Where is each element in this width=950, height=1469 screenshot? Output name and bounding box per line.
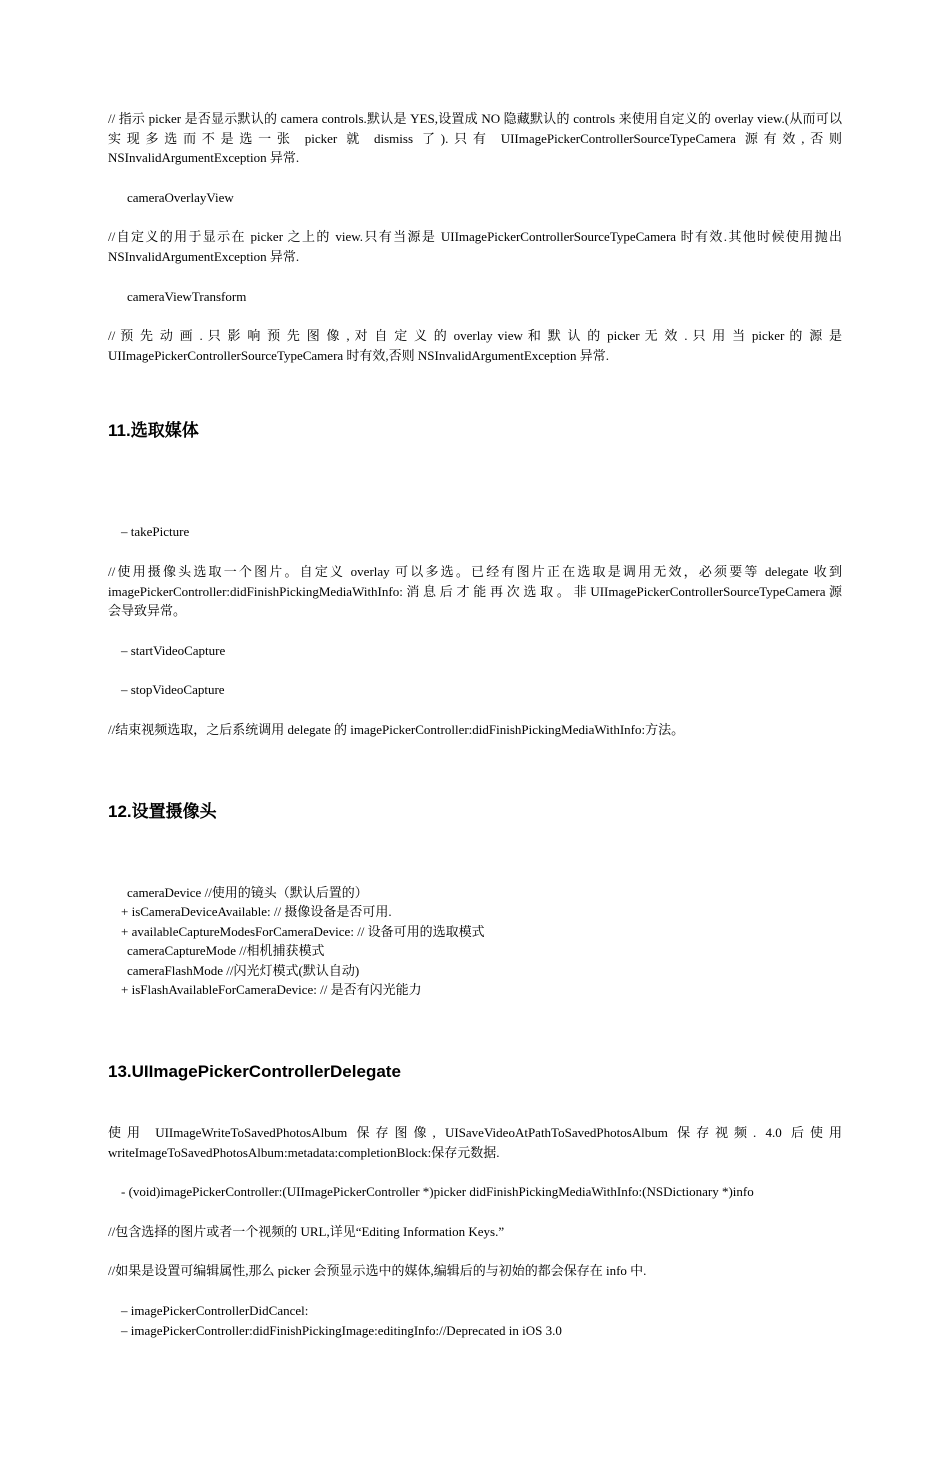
list-item: cameraFlashMode //闪光灯模式(默认自动) — [127, 962, 360, 978]
camera-settings-list — [108, 883, 842, 1001]
take-picture-description: //使用摄像头选取一个图片。自定义 overlay 可以多选。已经有图片正在选取是调用无效，必须要等 delegate 收到 imagePickerController:didFinishPickingMediaWithInfo: 消 息 后 才 能 再 次 选 取 。 非 UIImagePickerControllerSourceTypeCamera 源会导致异常。 — [108, 563, 842, 619]
list-item: + isCameraDeviceAvailable: // 摄像设备是否可用. — [121, 904, 392, 920]
section-12-heading: 12.设置摄像头 — [108, 801, 217, 821]
take-picture-method: – takePicture — [121, 524, 190, 540]
editing-description: //如果是设置可编辑属性,那么 picker 会预显示选中的媒体,编辑后的与初始的都会保存在 info 中. — [108, 1263, 647, 1279]
deprecated-method: – imagePickerController:didFinishPickingImage:editingInfo://Deprecated in iOS 3.0 — [121, 1322, 562, 1338]
section-11-heading: 11.选取媒体 — [108, 421, 199, 441]
save-media-description: 使用 UIImageWriteToSavedPhotosAlbum 保存图像, UISaveVideoAtPathToSavedPhotosAlbum 保存视频. 4.0 后使用 writeImageToSavedPhotosAlbum:metadata:completionBlock:保存元数据. — [108, 1125, 842, 1160]
camera-overlay-view-description: //自定义的用于显示在 picker 之上的 view.只有当源是 UIImagePickerControllerSourceTypeCamera 时有效.其他时候使用抛出 NSInvalidArgumentException 异常. — [108, 229, 842, 264]
stop-video-capture-description: //结束视频选取，之后系统调用 delegate 的 imagePickerController:didFinishPickingMediaWithInfo:方法。 — [108, 721, 685, 737]
document-page — [108, 109, 842, 1340]
start-video-capture-method: – startVideoCapture — [121, 642, 226, 658]
did-finish-picking-method: - (void)imagePickerController:(UIImagePickerController *)picker didFinishPickingMediaWithInfo:(NSDictionary *)info — [121, 1184, 754, 1200]
camera-view-transform-description: // 预 先 动 画 . 只 影 响 预 先 图 像 , 对 自 定 义 的 overlay view 和 默 认 的 picker 无 效 . 只 用 当 picker 的 源 是 UIImagePickerControllerSourceTypeCamera 时有效,否则 NSInvalidArgumentException 异常. — [108, 328, 842, 363]
show-camera-controls-description: // 指示 picker 是否显示默认的 camera controls.默认是 YES,设置成 NO 隐藏默认的 controls 来使用自定义的 overlay view.(从而可以实现多选而不是选一张 picker 就 dismiss 了).只有 UIImagePickerControllerSourceTypeCamera 源有效,否则 NSInvalidArgumentException 异常. — [108, 111, 842, 166]
info-description: //包含选择的图片或者一个视频的 URL,详见“Editing Information Keys.” — [108, 1223, 505, 1239]
section-13-heading: 13.UIImagePickerControllerDelegate — [108, 1062, 401, 1082]
did-cancel-method: – imagePickerControllerDidCancel: — [121, 1303, 309, 1319]
list-item: + availableCaptureModesForCameraDevice: // 设备可用的选取模式 — [121, 923, 485, 939]
list-item: cameraDevice //使用的镜头（默认后置的） — [127, 884, 368, 900]
camera-view-transform-property: cameraViewTransform — [127, 288, 247, 304]
list-item: + isFlashAvailableForCameraDevice: // 是否有闪光能力 — [121, 982, 422, 998]
camera-overlay-view-property: cameraOverlayView — [127, 189, 234, 205]
stop-video-capture-method: – stopVideoCapture — [121, 682, 225, 698]
list-item: cameraCaptureMode //相机捕获模式 — [127, 943, 325, 959]
